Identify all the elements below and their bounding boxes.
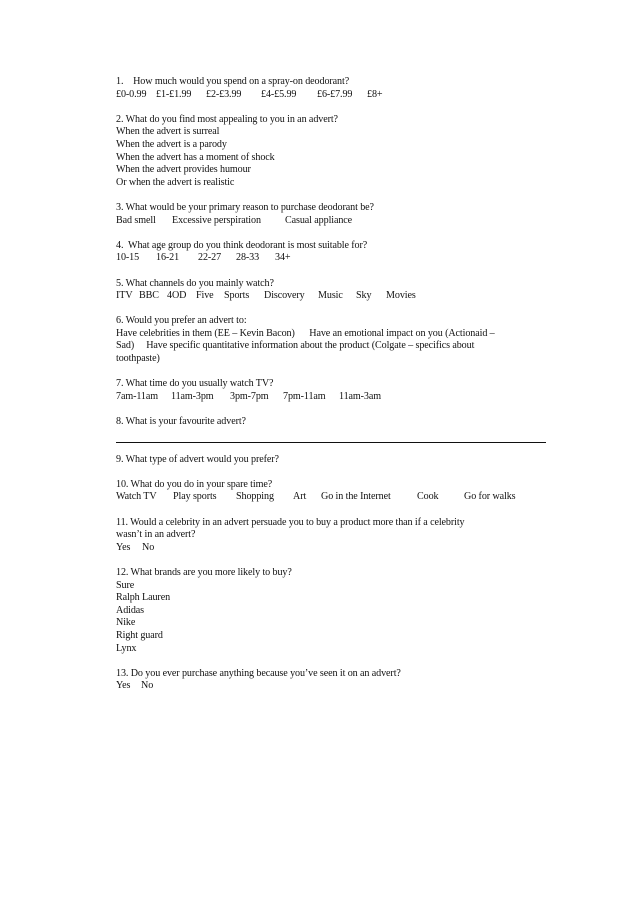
question-3-text: 3. What would be your primary reason to purchase deodorant be? [116, 201, 374, 213]
question-1-number: 1. [116, 76, 124, 87]
option: Bad smell [116, 214, 156, 226]
option: No [142, 541, 155, 553]
option: £0-0.99 [116, 88, 147, 100]
option: Sure [116, 579, 135, 591]
option: £8+ [367, 88, 383, 100]
option: Movies [386, 290, 416, 302]
option: 11am-3am [339, 390, 381, 402]
question-5 [116, 278, 556, 303]
question-3-options [116, 215, 556, 228]
option: Art [293, 491, 307, 503]
question-11-line: wasn’t in an advert? [116, 529, 196, 541]
question-8-text: 8. What is your favourite advert? [116, 416, 246, 428]
question-1-label: How much would you spend on a spray-on deodorant? [133, 76, 350, 87]
option: Go in the Internet [321, 491, 391, 503]
question-10 [116, 479, 556, 504]
option: £6-£7.99 [317, 88, 353, 100]
option: Excessive perspiration [172, 214, 261, 226]
question-11 [116, 517, 556, 555]
question-8 [116, 416, 556, 429]
option: Watch TV [116, 491, 157, 503]
question-1-text [116, 76, 556, 89]
question-6-text: 6. Would you prefer an advert to: [116, 315, 247, 327]
question-5-text: 5. What channels do you mainly watch? [116, 277, 274, 289]
question-3 [116, 202, 556, 227]
option: Music [318, 290, 343, 302]
option: Casual appliance [285, 214, 353, 226]
question-13-text: 13. Do you ever purchase anything because you’ve seen it on an advert? [116, 667, 401, 679]
question-2-text: 2. What do you find most appealing to you in an advert? [116, 113, 338, 125]
question-4 [116, 240, 556, 265]
option: 4OD [167, 290, 187, 302]
option: Or when the advert is realistic [116, 176, 235, 188]
question-1-options [116, 89, 556, 102]
option: 16-21 [156, 252, 180, 264]
option: £4-£5.99 [261, 88, 297, 100]
question-2 [116, 114, 556, 190]
question-5-options [116, 290, 556, 303]
option: 11am-3pm [171, 390, 214, 402]
question-6-line: toothpaste) [116, 353, 160, 365]
question-7 [116, 378, 556, 403]
option: 3pm-7pm [230, 390, 269, 402]
option: Right guard [116, 629, 163, 641]
option: When the advert has a moment of shock [116, 151, 275, 163]
option: Five [196, 290, 214, 302]
question-13-options [116, 680, 556, 693]
option: 28-33 [236, 252, 260, 264]
option: When the advert provides humour [116, 164, 251, 176]
question-11-options [116, 542, 556, 555]
question-12-text: 12. What brands are you more likely to buy? [116, 566, 292, 578]
option: Lynx [116, 642, 137, 654]
question-13 [116, 668, 556, 693]
question-12 [116, 567, 556, 655]
option: Cook [417, 491, 439, 503]
questionnaire [116, 76, 556, 706]
option: Go for walks [464, 491, 516, 503]
option: Discovery [264, 290, 305, 302]
option: Sports [224, 290, 250, 302]
question-11-line: 11. Would a celebrity in an advert persuade you to buy a product more than if a celebrity [116, 516, 465, 528]
option: 22-27 [198, 252, 222, 264]
option: Adidas [116, 604, 144, 616]
option: 34+ [275, 252, 291, 264]
option: Nike [116, 617, 136, 629]
question-6-line: Have celebrities in them (EE – Kevin Bacon) Have an emotional impact on you (Actionaid – [116, 327, 495, 339]
question-7-options [116, 391, 556, 404]
option: When the advert is a parody [116, 138, 227, 150]
option: Shopping [236, 491, 274, 503]
answer-line [116, 442, 546, 443]
question-4-options [116, 252, 556, 265]
option: £1-£1.99 [156, 88, 192, 100]
question-6 [116, 315, 556, 365]
option: Sky [356, 290, 372, 302]
option: Yes [116, 680, 131, 692]
question-6-line: Sad) Have specific quantitative information about the product (Colgate – specifics about [116, 340, 475, 352]
option: ITV [116, 290, 133, 302]
option: When the advert is surreal [116, 126, 220, 138]
option: No [141, 680, 154, 692]
option: £2-£3.99 [206, 88, 242, 100]
question-9 [116, 454, 556, 467]
option: Ralph Lauren [116, 592, 171, 604]
question-7-text: 7. What time do you usually watch TV? [116, 378, 274, 390]
question-10-options [116, 491, 556, 504]
question-4-text: 4. What age group do you think deodorant is most suitable for? [116, 239, 368, 251]
question-9-text: 9. What type of advert would you prefer? [116, 453, 279, 465]
option: BBC [139, 290, 159, 302]
option: 7pm-11am [283, 390, 326, 402]
option: Yes [116, 541, 131, 553]
option: 7am-11am [116, 390, 158, 402]
question-1 [116, 76, 556, 101]
option: Play sports [173, 491, 217, 503]
question-10-text: 10. What do you do in your spare time? [116, 478, 273, 490]
option: 10-15 [116, 252, 140, 264]
